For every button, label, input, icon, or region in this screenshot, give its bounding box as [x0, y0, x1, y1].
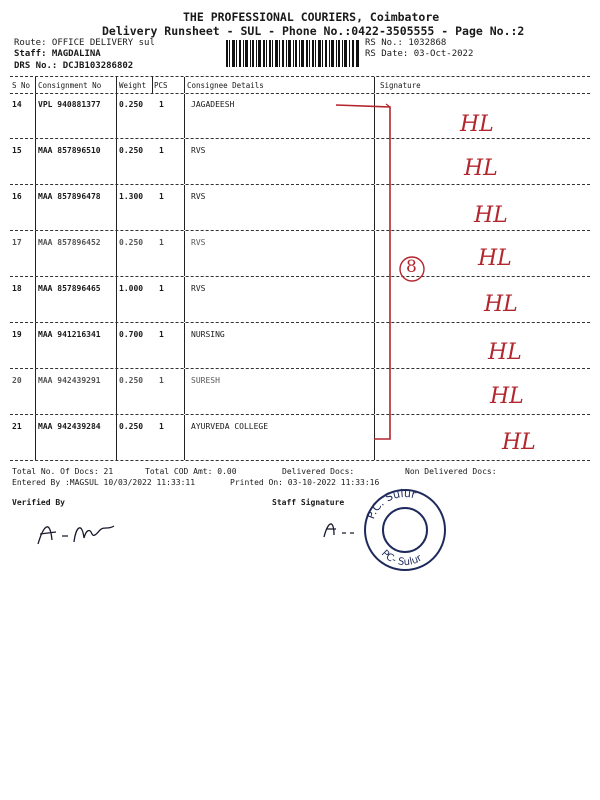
col-header-pcs: PCS [154, 81, 168, 90]
row-consignment: MAA 857896478 [38, 192, 101, 201]
delivery-initials: HL [488, 340, 522, 365]
stamp-text-top: P.C. Sulur [364, 486, 418, 521]
row-divider [116, 231, 117, 276]
row-divider [35, 139, 36, 184]
row-consignment: VPL 940881377 [38, 100, 101, 109]
table-bottom-rule [10, 460, 590, 461]
row-sno: 15 [12, 146, 22, 155]
delivery-initials: HL [464, 156, 498, 181]
row-consignment: MAA 941216341 [38, 330, 101, 339]
delivery-initials: HL [460, 112, 494, 137]
row-weight: 0.250 [119, 146, 144, 155]
row-divider [116, 185, 117, 230]
col-divider [184, 77, 185, 93]
row-consignment: MAA 857896452 [38, 238, 101, 247]
col-divider [374, 77, 375, 93]
delivery-initials: HL [490, 384, 524, 409]
row-divider [35, 415, 36, 460]
company-title: THE PROFESSIONAL COURIERS, Coimbatore [183, 10, 440, 24]
delivery-initials: HL [484, 292, 518, 317]
row-divider [35, 277, 36, 322]
row-divider [116, 94, 117, 138]
col-divider [116, 77, 117, 93]
row-divider [184, 369, 185, 414]
row-divider [184, 185, 185, 230]
row-divider [184, 94, 185, 138]
verified-by-label: Verified By [12, 498, 65, 507]
route-label: Route: OFFICE DELIVERY sul [14, 38, 155, 48]
entered-by: Entered By :MAGSUL 10/03/2022 11:33:11 [12, 478, 196, 487]
row-divider [184, 139, 185, 184]
row-weight: 0.250 [119, 100, 144, 109]
col-header-consignee: Consignee Details [187, 81, 264, 90]
row-consignment: MAA 942439284 [38, 422, 101, 431]
rs-date: RS Date: 03-Oct-2022 [365, 49, 474, 59]
row-separator [10, 414, 590, 415]
row-divider [184, 323, 185, 368]
delivery-initials: HL [502, 430, 536, 455]
row-pcs: 1 [159, 238, 164, 247]
row-divider [184, 415, 185, 460]
stamp-text-bottom: PC- Sulur [378, 548, 425, 569]
row-consignee: RVS [191, 238, 206, 247]
row-divider [35, 323, 36, 368]
row-weight: 0.700 [119, 330, 144, 339]
row-sno: 17 [12, 238, 22, 247]
staff-signature-label: Staff Signature [272, 498, 345, 507]
row-consignment: MAA 857896510 [38, 146, 101, 155]
col-divider [152, 77, 153, 93]
row-pcs: 1 [159, 376, 164, 385]
row-consignee: JAGADEESH [191, 100, 235, 109]
delivered-docs: Delivered Docs: [282, 467, 355, 476]
row-consignee: NURSING [191, 330, 225, 339]
row-consignment: MAA 942439291 [38, 376, 101, 385]
row-separator [10, 322, 590, 323]
row-pcs: 1 [159, 422, 164, 431]
row-weight: 0.250 [119, 376, 144, 385]
circled-count: 8 [406, 257, 417, 277]
row-sno: 21 [12, 422, 22, 431]
row-consignee: RVS [191, 192, 206, 201]
row-divider [35, 369, 36, 414]
barcode-image [226, 40, 359, 67]
col-header-sno: S No [12, 81, 31, 90]
row-divider [116, 323, 117, 368]
staff-label: Staff: MAGDALINA [14, 49, 101, 59]
row-divider [116, 139, 117, 184]
row-divider [184, 231, 185, 276]
row-weight: 1.000 [119, 284, 144, 293]
row-divider [116, 415, 117, 460]
row-weight: 0.250 [119, 238, 144, 247]
office-stamp [360, 486, 450, 574]
total-docs: Total No. Of Docs: 21 [12, 467, 114, 476]
row-divider [116, 369, 117, 414]
runsheet-title: Delivery Runsheet - SUL - Phone No.:0422-3505555 - Page No.:2 [102, 24, 525, 38]
rs-number: RS No.: 1032868 [365, 38, 447, 48]
row-sno: 18 [12, 284, 22, 293]
row-separator [10, 138, 590, 139]
printed-on: Printed On: 03-10-2022 11:33:16 [230, 478, 380, 487]
delivery-initials: HL [474, 203, 508, 228]
row-divider [35, 94, 36, 138]
table-header-rule [10, 93, 590, 94]
drs-number: DRS No.: DCJB103286802 [14, 61, 134, 71]
row-consignee: AYURVEDA COLLEGE [191, 422, 269, 431]
row-pcs: 1 [159, 146, 164, 155]
row-divider [116, 277, 117, 322]
row-consignee: SURESH [191, 376, 220, 385]
row-separator [10, 184, 590, 185]
col-header-signature: Signature [380, 81, 421, 90]
row-pcs: 1 [159, 284, 164, 293]
row-sno: 16 [12, 192, 22, 201]
col-header-consignment: Consignment No [38, 81, 102, 90]
row-pcs: 1 [159, 330, 164, 339]
row-consignee: RVS [191, 284, 206, 293]
row-pcs: 1 [159, 100, 164, 109]
row-divider [35, 185, 36, 230]
row-weight: 1.300 [119, 192, 144, 201]
row-consignment: MAA 857896465 [38, 284, 101, 293]
row-separator [10, 368, 590, 369]
row-sno: 14 [12, 100, 22, 109]
verified-signature [30, 512, 120, 552]
row-separator [10, 230, 590, 231]
col-header-weight: Weight [119, 81, 147, 90]
handwritten-bracket [330, 95, 400, 445]
row-separator [10, 276, 590, 277]
delivery-initials: HL [478, 246, 512, 271]
row-sno: 20 [12, 376, 22, 385]
row-sno: 19 [12, 330, 22, 339]
row-weight: 0.250 [119, 422, 144, 431]
row-consignee: RVS [191, 146, 206, 155]
total-cod: Total COD Amt: 0.00 [145, 467, 237, 476]
staff-signature [320, 515, 360, 545]
row-divider [35, 231, 36, 276]
row-divider [184, 277, 185, 322]
non-delivered-docs: Non Delivered Docs: [405, 467, 497, 476]
col-divider [35, 77, 36, 93]
row-pcs: 1 [159, 192, 164, 201]
table-top-rule [10, 76, 590, 77]
